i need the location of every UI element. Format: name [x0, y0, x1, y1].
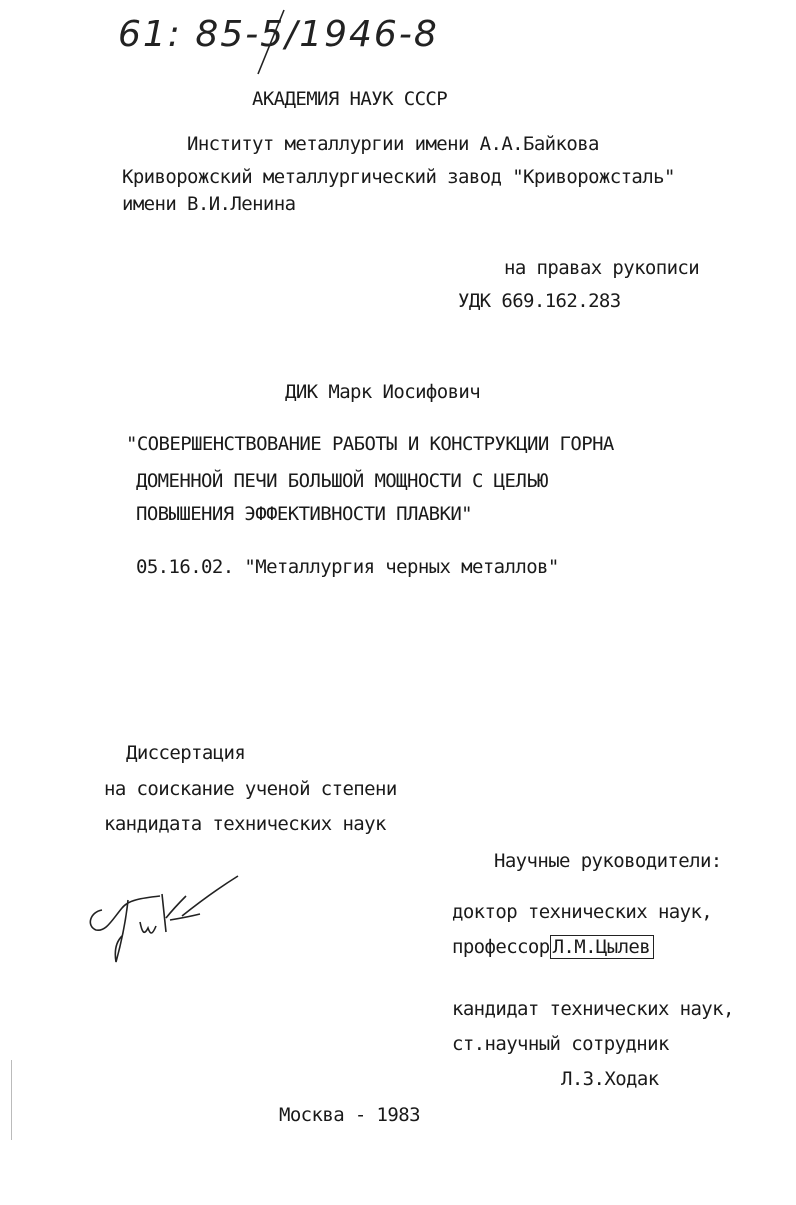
dissertation-line2: на соискание ученой степени: [104, 778, 397, 800]
dissertation-line1: Диссертация: [126, 742, 246, 764]
udc-code: УДК 669.162.283: [458, 290, 621, 312]
scan-edge-line: [11, 1060, 12, 1140]
city-year: Москва - 1983: [279, 1104, 420, 1126]
archive-mark-slash-icon: [252, 8, 292, 78]
advisor2-name: Л.З.Ходак: [561, 1068, 659, 1090]
advisor1-line: [452, 936, 654, 958]
dissertation-line3: кандидата технических наук: [104, 813, 386, 835]
advisor1-title: профессор: [452, 936, 550, 958]
advisor2-degree: кандидат технических наук,: [452, 998, 734, 1020]
advisor2-title: ст.научный сотрудник: [452, 1033, 669, 1055]
plant-name-line1: Криворожский металлургический завод "Криворожсталь": [122, 166, 675, 188]
plant-name-line2: имени В.И.Ленина: [122, 193, 296, 215]
archive-mark: 61: 85-5/1946-8: [118, 14, 439, 55]
advisors-heading: Научные руководители:: [494, 850, 722, 872]
title-line3: ПОВЫШЕНИЯ ЭФФЕКТИВНОСТИ ПЛАВКИ": [136, 503, 473, 525]
title-line2: ДОМЕННОЙ ПЕЧИ БОЛЬШОЙ МОЩНОСТИ С ЦЕЛЬЮ: [136, 470, 548, 492]
specialty-code: 05.16.02. "Металлургия черных металлов": [136, 556, 559, 578]
author-name: ДИК Марк Иосифович: [285, 381, 481, 403]
advisor1-name: Л.М.Цылев: [550, 935, 655, 959]
manuscript-rights: на правах рукописи: [504, 257, 700, 279]
institute-name: Институт металлургии имени А.А.Байкова: [187, 133, 599, 155]
title-line1: "СОВЕРШЕНСТВОВАНИЕ РАБОТЫ И КОНСТРУКЦИИ ГОРНА: [126, 433, 614, 455]
author-signature-icon: [82, 870, 252, 970]
advisor1-degree: доктор технических наук,: [452, 901, 713, 923]
academy-heading: АКАДЕМИЯ НАУК СССР: [252, 88, 448, 110]
